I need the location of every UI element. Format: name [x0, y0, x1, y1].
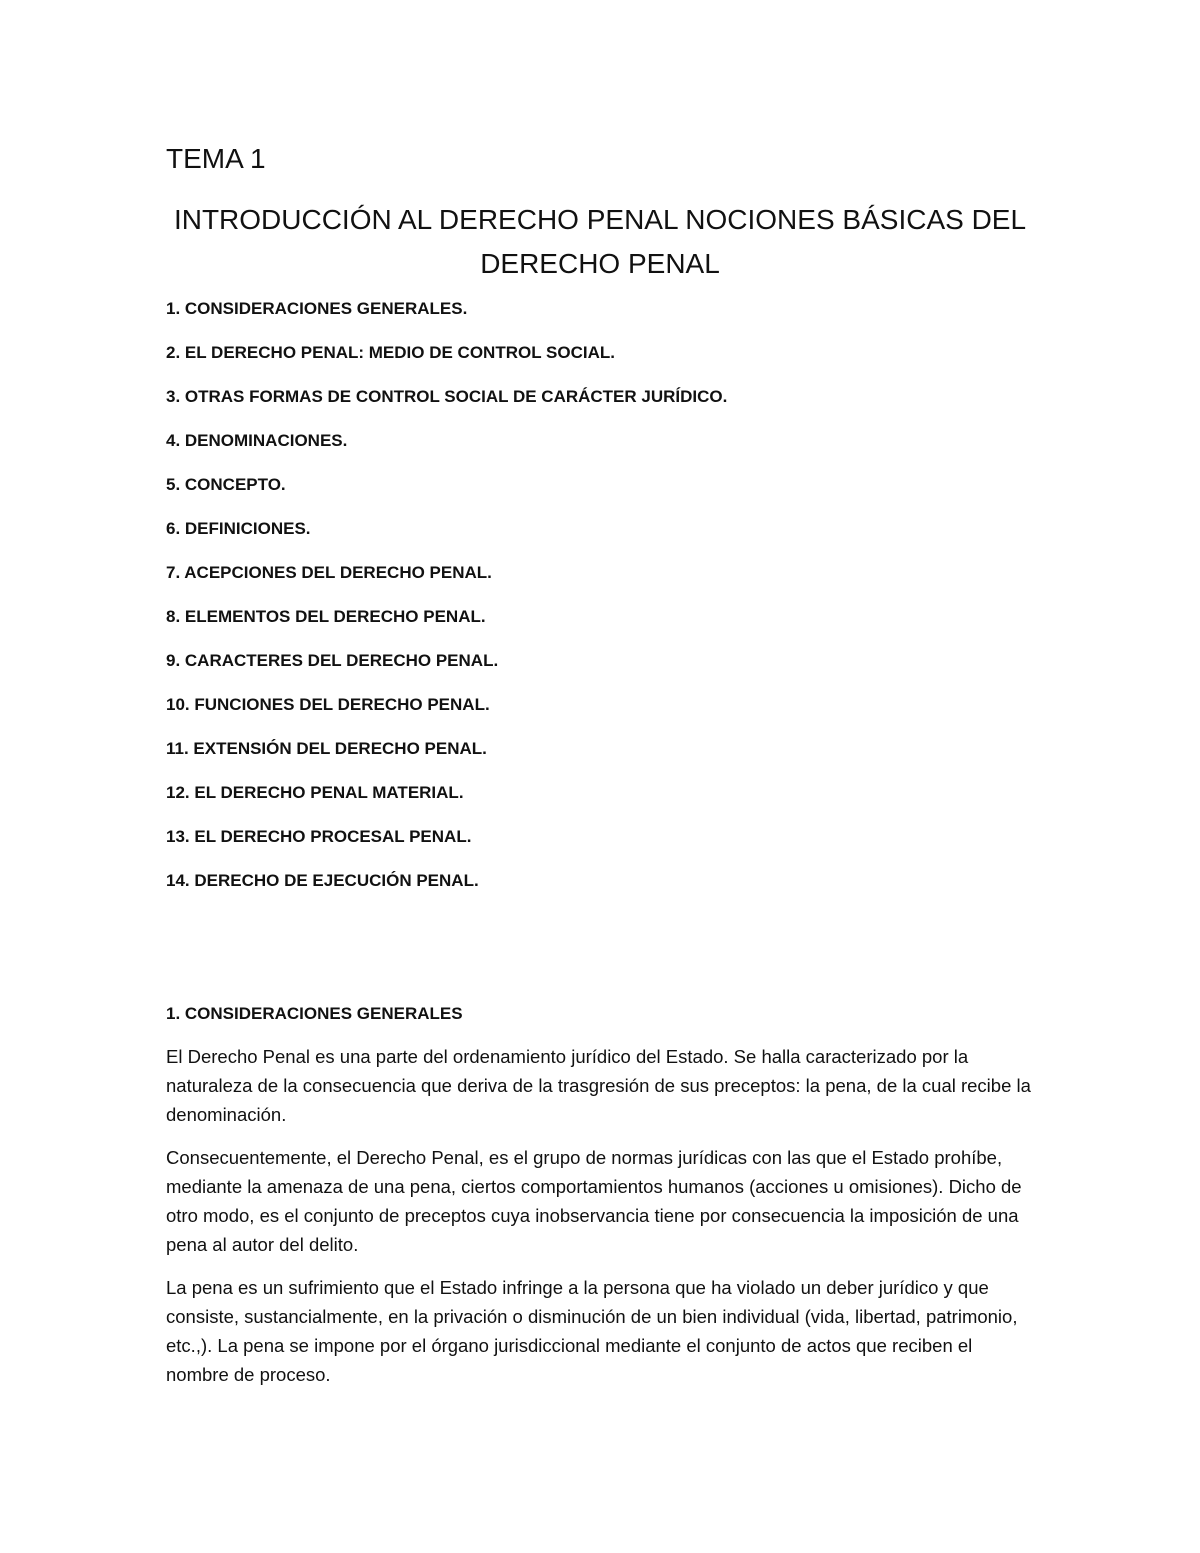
paragraph: Consecuentemente, el Derecho Penal, es el grupo de normas jurídicas con las que el Estado prohíbe, mediante la amenaza de una pena, ciertos comportamientos humanos (acciones u omisiones). Dicho de otro modo, es el conjunto de preceptos cuya inobservancia tiene por consecuencia la imposición de una pena al autor del delito. [166, 1147, 1022, 1255]
paragraph: El Derecho Penal es una parte del ordenamiento jurídico del Estado. Se halla caracterizado por la naturaleza de la consecuencia que deriva de la trasgresión de sus preceptos: la pena, de la cual recibe la denominación. [166, 1046, 1031, 1125]
section-body [166, 1042, 1036, 1403]
toc-item: 5. CONCEPTO. [166, 475, 286, 494]
toc-item: 3. OTRAS FORMAS DE CONTROL SOCIAL DE CARÁCTER JURÍDICO. [166, 387, 728, 406]
toc-item: 9. CARACTERES DEL DERECHO PENAL. [166, 651, 499, 670]
toc-item: 11. EXTENSIÓN DEL DERECHO PENAL. [166, 739, 487, 758]
toc-item: 10. FUNCIONES DEL DERECHO PENAL. [166, 695, 490, 714]
toc-item: 12. EL DERECHO PENAL MATERIAL. [166, 783, 464, 802]
toc-item: 4. DENOMINACIONES. [166, 431, 348, 450]
page-title [150, 198, 1050, 286]
title-line-2: DERECHO PENAL [480, 248, 720, 279]
toc-item: 14. DERECHO DE EJECUCIÓN PENAL. [166, 871, 479, 890]
toc-item: 2. EL DERECHO PENAL: MEDIO DE CONTROL SOCIAL. [166, 343, 615, 362]
toc-item: 13. EL DERECHO PROCESAL PENAL. [166, 827, 472, 846]
paragraph: La pena es un sufrimiento que el Estado infringe a la persona que ha violado un deber jurídico y que consiste, sustancialmente, en la privación o disminución de un bien individual (vida, libertad, patrimonio, etc.,). La pena se impone por el órgano jurisdiccional mediante el conjunto de actos que reciben el nombre de proceso. [166, 1277, 1018, 1385]
toc-item: 6. DEFINICIONES. [166, 519, 311, 538]
title-line-1: INTRODUCCIÓN AL DERECHO PENAL NOCIONES BÁSICAS DEL [173, 204, 1027, 235]
tema-label: TEMA 1 [166, 143, 266, 174]
toc-item: 7. ACEPCIONES DEL DERECHO PENAL. [166, 563, 492, 582]
section-heading: 1. CONSIDERACIONES GENERALES [166, 1004, 463, 1023]
toc-item: 1. CONSIDERACIONES GENERALES. [166, 299, 468, 318]
table-of-contents [166, 296, 727, 912]
toc-item: 8. ELEMENTOS DEL DERECHO PENAL. [166, 607, 486, 626]
